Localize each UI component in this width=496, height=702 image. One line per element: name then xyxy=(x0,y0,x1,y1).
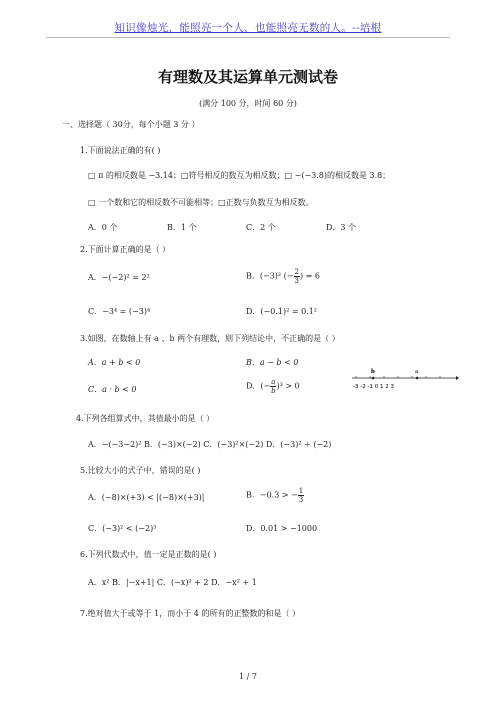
question-4-stem: 4.下列各组算式中，其值最小的是（ ） xyxy=(76,414,215,423)
arrow-right-icon xyxy=(456,376,459,380)
question-7-stem: 7.绝对值大于或等于 1，而小于 4 的所有的正整数的和是（ ） xyxy=(80,609,300,618)
page-subtitle: (满分 100 分，时间 60 分) xyxy=(199,99,297,108)
label-a: a xyxy=(415,369,419,375)
question-5-stem: 5.比较大小的式子中，错误的是( ) xyxy=(80,466,201,475)
question-2-option-d: D．(−0.1)² = 0.1² xyxy=(246,307,318,316)
question-1-statement-a: □ π 的相反数是 −3.14；□符号相反的数互为相反数；□ −(−3.8)的相反数是 3.8； xyxy=(88,171,391,180)
question-2-option-c: C．−3⁴ = (−3)⁴ xyxy=(88,307,151,316)
question-1-option-d: D．3 个 xyxy=(326,223,357,232)
question-6-stem: 6.下列代数式中，值一定是正数的是( ) xyxy=(80,550,217,559)
section-heading: 一、选择题（ 30分，每个小题 3 分 ） xyxy=(62,120,200,129)
fraction-numerator: a xyxy=(271,378,276,386)
page-title: 有理数及其运算单元测试卷 xyxy=(157,68,338,86)
question-1-option-a: A．0 个 xyxy=(88,223,118,232)
fraction-denominator: b xyxy=(271,387,276,395)
fraction-denominator: 3 xyxy=(294,277,299,285)
fraction-numerator: 2 xyxy=(294,268,299,276)
question-2-option-b: B．(−3)² (− $\frac{2}{3}$ ) = 6 xyxy=(246,268,320,285)
header-divider xyxy=(46,37,450,38)
question-5-option-b-fraction xyxy=(298,487,304,504)
fraction-numerator: 1 xyxy=(298,487,304,495)
question-2-option-b-prefix: B．(−3)² xyxy=(246,271,282,281)
point-b xyxy=(372,377,375,380)
question-2-option-a: A．−(−2)² = 2² xyxy=(88,273,150,282)
question-5-option-c: C．(−3)² < (−2)³ xyxy=(88,524,157,533)
question-2-option-b-suffix: = 6 xyxy=(305,271,320,281)
fraction-denominator: 3 xyxy=(298,496,304,504)
question-3-option-d-prefix: D． xyxy=(246,381,261,391)
question-3-stem: 3.如图，在数轴上有 a 、b 两个有理数，则下列结论中，不正确的是（ ） xyxy=(80,334,340,343)
question-5-option-d: D．0.01 > −1000 xyxy=(246,524,318,533)
page-number: 1 / 7 xyxy=(239,672,257,681)
question-1-option-c: C．2 个 xyxy=(246,223,276,232)
question-1-statement-b: □ 一个数和它的相反数不可能相等；□正数与负数互为相反数。 xyxy=(88,198,314,207)
question-5-option-b-prefix: B．−0.3 > − xyxy=(246,490,298,500)
point-a xyxy=(416,377,419,380)
question-3-option-d: D．(− $\frac{a}{b}$ )³ > 0 xyxy=(246,378,300,395)
question-1-option-b: B．1 个 xyxy=(167,223,197,232)
question-3-option-d-suffix: ³ > 0 xyxy=(279,381,300,391)
page-header-quote: 知识像烛光，能照亮一个人，也能照亮无数的人。--培根 xyxy=(114,22,382,34)
number-line-figure xyxy=(350,366,460,396)
question-3-option-b: B．a − b < 0 xyxy=(246,358,299,367)
question-5-option-b xyxy=(246,487,304,504)
question-3-option-c: C．a · b < 0 xyxy=(88,385,137,394)
tick-labels: -3 -2 -1 0 1 2 3 xyxy=(353,384,394,390)
question-3-option-a: A．a + b < 0 xyxy=(88,358,141,367)
question-2-stem: 2.下面计算正确的是（ ） xyxy=(80,245,171,254)
question-1-stem: 1.下面说法正确的有( ) xyxy=(80,146,161,155)
question-5-option-a: A．(−8)×(+3) < |(−8)×(+3)| xyxy=(88,493,205,502)
question-6-options: A．x² B．|−x+1| C．(−x)² + 2 D．−x² + 1 xyxy=(88,578,257,587)
label-b: b xyxy=(371,369,375,375)
question-4-options: A．−(−3−2)² B．(−3)×(−2) C．(−3)²×(−2) D．(−3)² ÷ (−2) xyxy=(88,440,332,449)
